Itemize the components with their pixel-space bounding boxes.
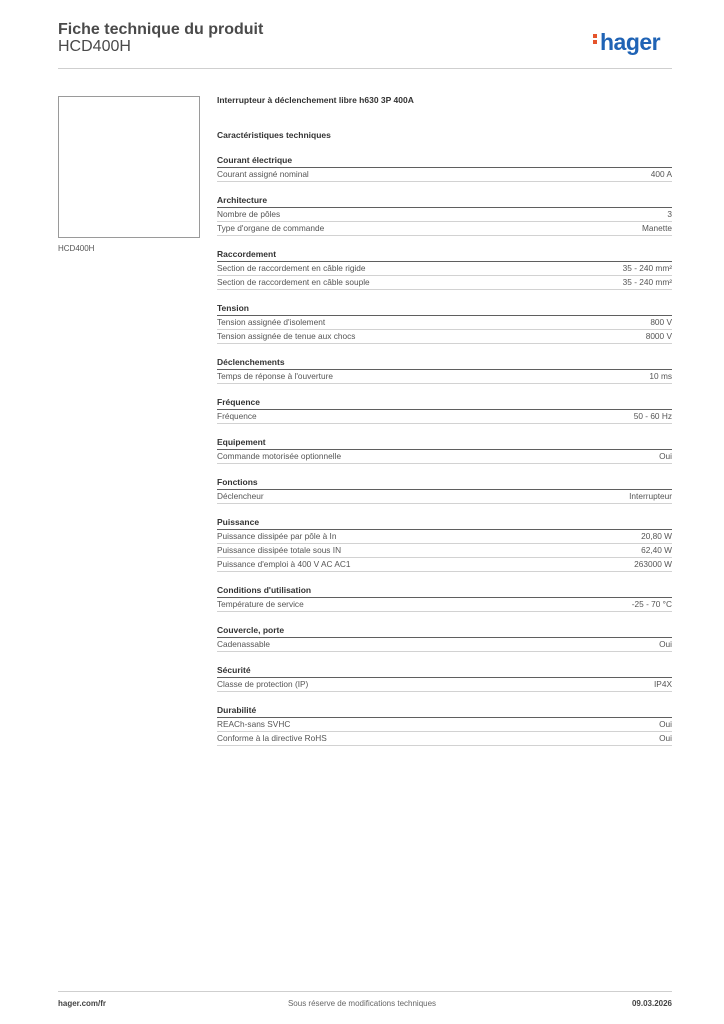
spec-group: [217, 303, 672, 344]
spec-row: [217, 276, 672, 290]
spec-row: [217, 598, 672, 612]
footer-divider: [58, 991, 672, 992]
spec-value: 800 V: [650, 317, 672, 327]
spec-label: Tension assignée de tenue aux chocs: [217, 331, 356, 341]
spec-value: 35 - 240 mm²: [622, 277, 672, 287]
spec-value: IP4X: [654, 679, 672, 689]
spec-group-title: Fréquence: [217, 397, 672, 410]
spec-group: [217, 249, 672, 290]
spec-group-title: Déclenchements: [217, 357, 672, 370]
spec-row: [217, 718, 672, 732]
spec-label: Puissance d'emploi à 400 V AC AC1: [217, 559, 351, 569]
spec-group: [217, 477, 672, 504]
spec-value: 10 ms: [649, 371, 672, 381]
spec-label: Section de raccordement en câble rigide: [217, 263, 366, 273]
spec-group-title: Durabilité: [217, 705, 672, 718]
spec-group-title: Equipement: [217, 437, 672, 450]
spec-row: [217, 544, 672, 558]
spec-value: Oui: [659, 733, 672, 743]
spec-row: [217, 262, 672, 276]
hager-logo: [593, 29, 660, 56]
spec-sheet: [217, 95, 672, 746]
brand-name: hager: [600, 29, 661, 55]
header-divider: [58, 68, 672, 69]
spec-group: [217, 517, 672, 572]
section-title: Caractéristiques techniques: [217, 130, 331, 140]
spec-value: 35 - 240 mm²: [622, 263, 672, 273]
spec-row: [217, 168, 672, 182]
spec-value: 8000 V: [645, 331, 672, 341]
spec-row: [217, 530, 672, 544]
spec-row: [217, 222, 672, 236]
spec-value: 400 A: [650, 169, 672, 179]
product-reference: HCD400H: [58, 38, 131, 55]
spec-row: [217, 208, 672, 222]
spec-value: Oui: [659, 451, 672, 461]
page-title: Fiche technique du produit: [58, 21, 264, 38]
spec-row: [217, 732, 672, 746]
spec-group: [217, 155, 672, 182]
spec-row: [217, 370, 672, 384]
spec-group-title: Conditions d'utilisation: [217, 585, 672, 598]
spec-group: [217, 397, 672, 424]
spec-value: 20,80 W: [641, 531, 672, 541]
spec-label: Cadenassable: [217, 639, 271, 649]
logo-dots-icon: [593, 32, 598, 46]
spec-label: Temps de réponse à l'ouverture: [217, 371, 333, 381]
spec-row: [217, 638, 672, 652]
spec-label: Puissance dissipée totale sous IN: [217, 545, 342, 555]
spec-label: Fréquence: [217, 411, 257, 421]
spec-value: 263000 W: [634, 559, 672, 569]
footer-disclaimer: Sous réserve de modifications techniques: [287, 999, 437, 1008]
spec-group-title: Sécurité: [217, 665, 672, 678]
spec-group: [217, 195, 672, 236]
spec-group-title: Tension: [217, 303, 672, 316]
spec-group-title: Architecture: [217, 195, 672, 208]
spec-value: -25 - 70 °C: [631, 599, 672, 609]
spec-row: [217, 678, 672, 692]
spec-group: [217, 625, 672, 652]
spec-label: REACh-sans SVHC: [217, 719, 291, 729]
product-image-caption: HCD400H: [58, 244, 95, 253]
spec-group-title: Fonctions: [217, 477, 672, 490]
footer-date: 09.03.2026: [631, 999, 672, 1008]
spec-row: [217, 558, 672, 572]
product-name: Interrupteur à déclenchement libre h630 3P 400A: [217, 95, 414, 105]
spec-group: [217, 585, 672, 612]
spec-group: [217, 665, 672, 692]
spec-label: Conforme à la directive RoHS: [217, 733, 327, 743]
spec-row: [217, 330, 672, 344]
spec-group-title: Couvercle, porte: [217, 625, 672, 638]
spec-row: [217, 490, 672, 504]
spec-value: Interrupteur: [629, 491, 672, 501]
spec-label: Tension assignée d'isolement: [217, 317, 326, 327]
spec-value: 62,40 W: [641, 545, 672, 555]
spec-value: Manette: [642, 223, 672, 233]
spec-group: [217, 705, 672, 746]
spec-row: [217, 450, 672, 464]
spec-group-title: Puissance: [217, 517, 672, 530]
spec-label: Courant assigné nominal: [217, 169, 309, 179]
spec-value: 50 - 60 Hz: [633, 411, 672, 421]
product-image-frame: [58, 96, 200, 238]
spec-row: [217, 410, 672, 424]
spec-row: [217, 316, 672, 330]
spec-group: [217, 437, 672, 464]
spec-group-title: Raccordement: [217, 249, 672, 262]
spec-label: Section de raccordement en câble souple: [217, 277, 370, 287]
spec-value: 3: [667, 209, 672, 219]
spec-label: Classe de protection (IP): [217, 679, 309, 689]
spec-label: Puissance dissipée par pôle à In: [217, 531, 337, 541]
spec-label: Nombre de pôles: [217, 209, 281, 219]
spec-label: Type d'organe de commande: [217, 223, 325, 233]
spec-group: [217, 357, 672, 384]
spec-label: Température de service: [217, 599, 304, 609]
spec-label: Déclencheur: [217, 491, 264, 501]
spec-value: Oui: [659, 719, 672, 729]
spec-value: Oui: [659, 639, 672, 649]
spec-group-title: Courant électrique: [217, 155, 672, 168]
spec-label: Commande motorisée optionnelle: [217, 451, 342, 461]
spec-groups: [217, 155, 672, 746]
footer-website[interactable]: hager.com/fr: [58, 999, 107, 1008]
